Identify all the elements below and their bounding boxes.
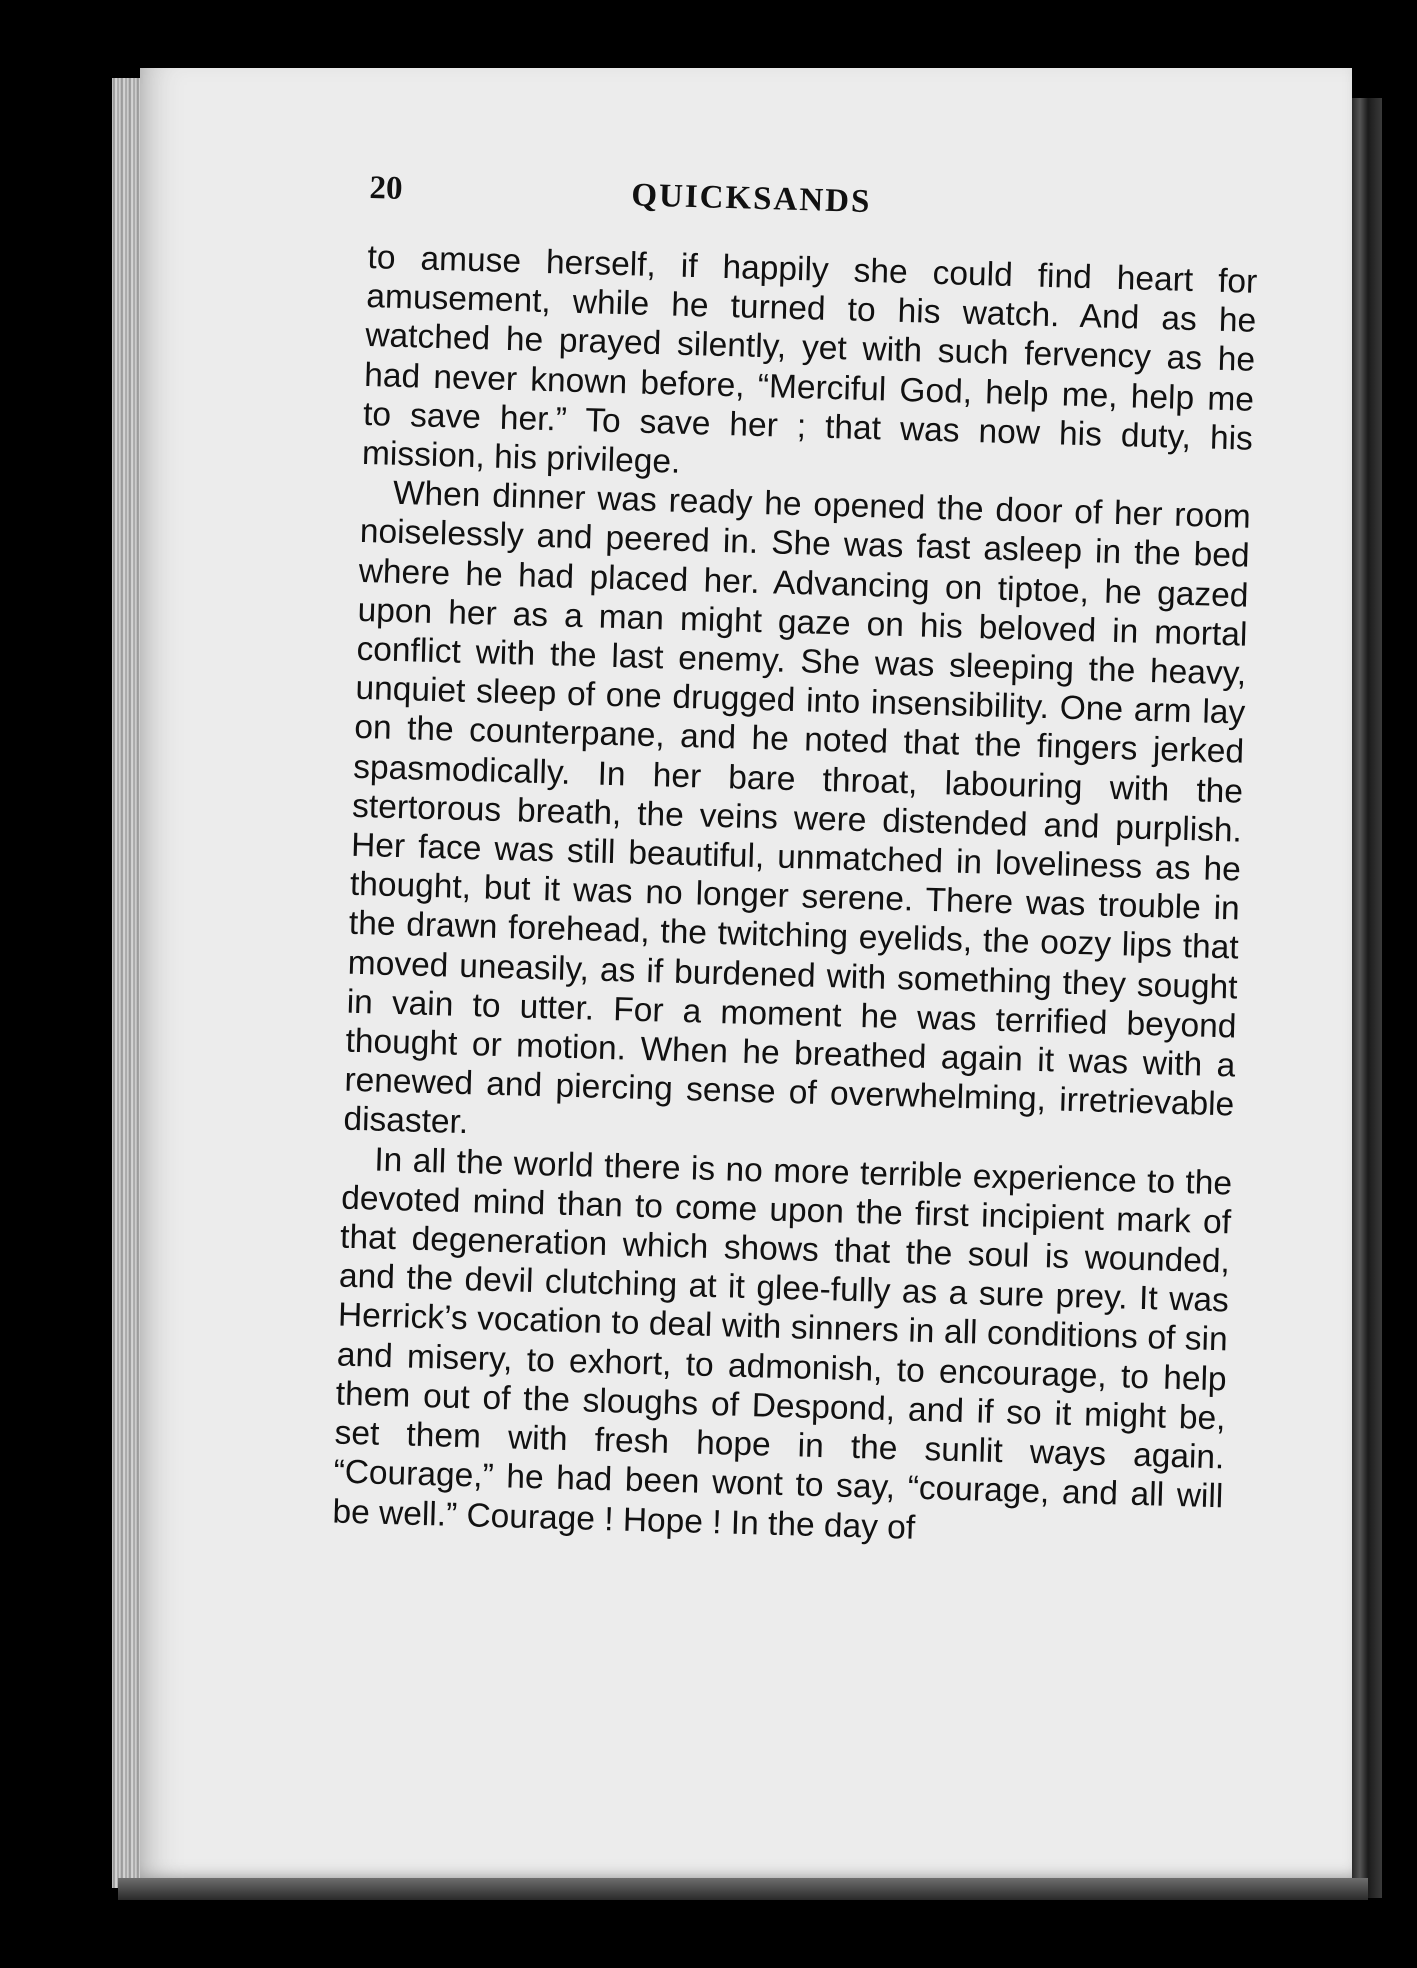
body-text — [332, 238, 1258, 1556]
page-text-block — [332, 170, 1260, 1556]
paragraph-1: to amuse herself, if happily she could find heart for amusement, while he turned to his watch. And as he watched he prayed silently, yet with such fervency as he had never known before, “Merciful God, help me, help me to save her.” To save her ; that was now his duty, his mission, his privilege. — [361, 238, 1258, 481]
facing-page-edge — [1352, 98, 1382, 1898]
page-bottom-edge — [118, 1878, 1368, 1900]
paragraph-2: When dinner was ready he opened the door of her room noiselessly and peered in. She was fast asleep in the bed where he had placed her. Advancing on tiptoe, he gazed upon her as a man might gaze on his beloved in mortal conflict with the last enemy. She was sleeping the heavy, unquiet sleep of one drugged into insensibility. One arm lay on the counterpane, and he noted that the fingers jerked spasmodically. In her bare throat, labouring with the stertorous breath, the veins were distended and purplish. Her face was still beautiful, unmatched in loveliness as he thought, but it was no longer serene. There was trouble in the drawn forehead, the twitching eyelids, the oozy lips that moved uneasily, as if burdened with something they sought in vain to utter. For a moment he was terrified beyond thought or motion. When he breathed again it was with a renewed and piercing sense of overwhelming, irretrievable disaster. — [342, 474, 1252, 1142]
page-number: 20 — [368, 170, 403, 207]
paragraph-3: In all the world there is no more terrible experience to the devoted mind than to come upon the first incipient mark of that degeneration which shows that the soul is wounded, and the devil clutching at it glee-fully as a sure prey. It was Herrick’s vocation to deal with sinners in all conditions of sin and misery, to exhort, to admonish, to encourage, to help them out of the sloughs of Despond, and if so it might be, set them with fresh hope in the sunlit ways again. “Courage,” he had been wont to say, “courage, and all will be well.” Courage ! Hope ! In the day of — [332, 1141, 1233, 1547]
running-title: QUICKSANDS — [630, 177, 872, 221]
